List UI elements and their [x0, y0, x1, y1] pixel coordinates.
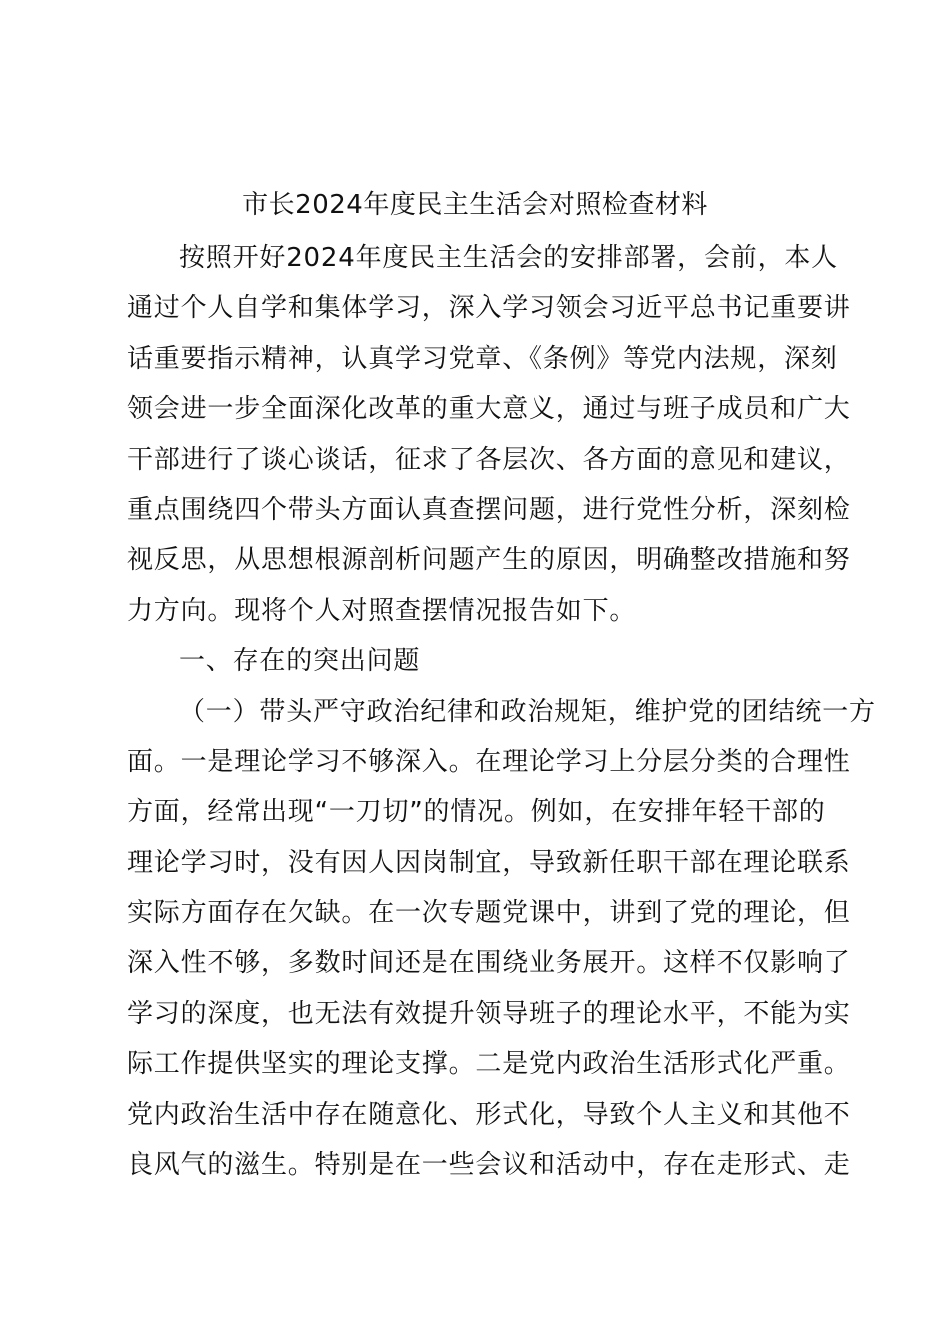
paragraph-line: 力方向。现将个人对照查摆情况报告如下。 — [127, 595, 637, 626]
paragraph-line: 党内政治生活中存在随意化、形式化，导致个人主义和其他不 — [127, 1099, 851, 1130]
paragraph-line: 干部进行了谈心谈话，征求了各层次、各方面的意见和建议， — [127, 444, 851, 475]
paragraph-line: 话重要指示精神，认真学习党章、《条例》等党内法规，深刻 — [127, 343, 838, 374]
paragraph-line: 良风气的滋生。特别是在一些会议和活动中，存在走形式、走 — [127, 1150, 851, 1181]
paragraph-line: 实际方面存在欠缺。在一次专题党课中，讲到了党的理论，但 — [127, 898, 851, 929]
paragraph-line: 学习的深度，也无法有效提升领导班子的理论水平，不能为实 — [127, 998, 851, 1029]
section-heading: 一、存在的突出问题 — [179, 646, 421, 677]
document-body — [127, 233, 876, 1190]
paragraph-line: 视反思，从思想根源剖析问题产生的原因，明确整改措施和努 — [127, 545, 851, 576]
document-title: 市长2024年度民主生活会对照检查材料 — [242, 190, 708, 220]
paragraph-line: 际工作提供坚实的理论支撑。二是党内政治生活形式化严重。 — [127, 1049, 851, 1080]
paragraph-line: 深入性不够，多数时间还是在围绕业务展开。这样不仅影响了 — [127, 948, 851, 979]
paragraph-line: （一）带头严守政治纪律和政治规矩，维护党的团结统一方 — [179, 696, 876, 727]
paragraph-line: 按照开好2024年度民主生活会的安排部署，会前，本人 — [179, 243, 838, 273]
paragraph-line: 通过个人自学和集体学习，深入学习领会习近平总书记重要讲 — [127, 293, 851, 324]
paragraph-line: 方面，经常出现“一刀切”的情况。例如，在安排年轻干部的 — [127, 797, 826, 828]
paragraph-line: 重点围绕四个带头方面认真查摆问题，进行党性分析，深刻检 — [127, 494, 851, 525]
paragraph-line: 理论学习时，没有因人因岗制宜，导致新任职干部在理论联系 — [127, 847, 851, 878]
paragraph-line: 领会进一步全面深化改革的重大意义，通过与班子成员和广大 — [127, 394, 851, 425]
paragraph-line: 面。一是理论学习不够深入。在理论学习上分层分类的合理性 — [127, 746, 851, 777]
